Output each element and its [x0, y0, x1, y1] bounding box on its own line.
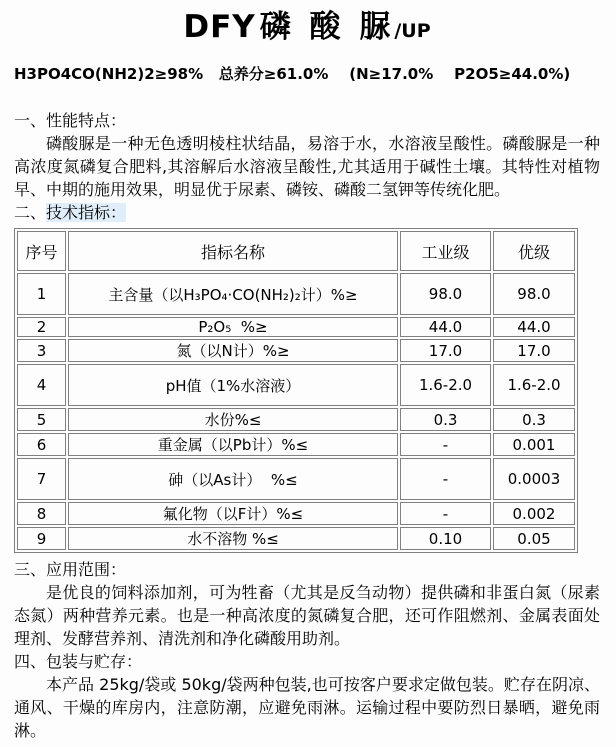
col-header-name: 指标名称 [68, 231, 398, 271]
title-latin: DFY [183, 9, 256, 45]
section3-body: 是优良的饲料添加剂，可为牲畜（尤其是反刍动物）提供磷和非蛋白氮（尿素态氮）两种营养元素。也是一种高浓度的氮磷复合肥，还可作阻燃剂、金属表面处理剂、发酵营养剂、清洗剂和净化磷酸用助剂。 [14, 583, 600, 648]
cell-no: 7 [17, 458, 66, 500]
section4-body: 本产品 25kg/袋或 50kg/袋两种包装,也可按客户要求定做包装。贮存在阴凉、通风、干燥的库房内，注意防潮，应避免雨淋。运输过程中要防烈日暴晒，避免雨淋。 [14, 675, 600, 740]
cell-name: 氟化物（以F计）%≤ [68, 502, 398, 525]
cell-industrial: 17.0 [400, 339, 491, 362]
cell-no: 8 [17, 502, 66, 525]
cell-premium: 0.002 [493, 502, 575, 525]
cell-name: 重金属（以Pb计）%≤ [68, 433, 398, 456]
cell-industrial: - [400, 433, 491, 456]
cell-industrial: 98.0 [400, 273, 491, 315]
table-row [17, 364, 575, 406]
table-row [17, 317, 575, 337]
cell-industrial: 0.3 [400, 408, 491, 431]
table-row [17, 408, 575, 431]
table-row [17, 527, 575, 550]
spec-table [14, 228, 578, 553]
cell-name: pH值（1%水溶液） [68, 364, 398, 406]
cell-no: 5 [17, 408, 66, 431]
title-suffix: /UP [394, 20, 431, 42]
section2-heading-highlight: 技术指标： [46, 203, 127, 222]
section1-heading: 一、性能特点： [14, 111, 127, 130]
cell-industrial: - [400, 502, 491, 525]
col-header-industrial: 工业级 [400, 231, 491, 271]
page-title [14, 6, 600, 52]
title-chinese: 磷 酸 脲 [259, 9, 395, 45]
cell-premium: 0.001 [493, 433, 575, 456]
cell-name: 主含量（以H₃PO₄·CO(NH₂)₂计）%≥ [68, 273, 398, 315]
cell-no: 3 [17, 339, 66, 362]
table-row [17, 458, 575, 500]
section2-heading [14, 201, 600, 224]
cell-premium: 17.0 [493, 339, 575, 362]
cell-premium: 0.3 [493, 408, 575, 431]
table-header-row [17, 231, 575, 271]
table-row [17, 433, 575, 456]
cell-name: 氮（以N计）%≥ [68, 339, 398, 362]
table-row [17, 502, 575, 525]
section4-heading: 四、包装与贮存： [14, 652, 143, 671]
cell-industrial: 44.0 [400, 317, 491, 337]
cell-name: 砷（以As计） %≤ [68, 458, 398, 500]
cell-name: 水份%≤ [68, 408, 398, 431]
cell-premium: 0.05 [493, 527, 575, 550]
formula-line: H3PO4CO(NH2)2≥98% 总养分≥61.0% (N≥17.0% P2O5≥44.0%) [14, 65, 571, 83]
cell-industrial: 1.6-2.0 [400, 364, 491, 406]
section2-heading-prefix: 二、 [14, 203, 47, 222]
cell-name: 水不溶物 %≤ [68, 527, 398, 550]
cell-no: 2 [17, 317, 66, 337]
col-header-premium: 优级 [493, 231, 575, 271]
cell-no: 4 [17, 364, 66, 406]
cell-premium: 1.6-2.0 [493, 364, 575, 406]
cell-name: P₂O₅ %≥ [68, 317, 398, 337]
table-row [17, 273, 575, 315]
cell-no: 9 [17, 527, 66, 550]
section3-heading: 三、应用范围： [14, 560, 127, 579]
table-row [17, 339, 575, 362]
cell-premium: 0.0003 [493, 458, 575, 500]
cell-premium: 98.0 [493, 273, 575, 315]
cell-industrial: 0.10 [400, 527, 491, 550]
col-header-no: 序号 [17, 231, 66, 271]
cell-no: 1 [17, 273, 66, 315]
cell-industrial: - [400, 458, 491, 500]
cell-no: 6 [17, 433, 66, 456]
cell-premium: 44.0 [493, 317, 575, 337]
section1-body: 磷酸脲是一种无色透明棱柱状结晶，易溶于水，水溶液呈酸性。磷酸脲是一种高浓度氮磷复合肥料,其溶解后水溶液呈酸性,尤其适用于碱性土壤。其特性对植物早、中期的施用效果，明显优于尿素、磷铵、磷酸二氢钾等传统化肥。 [14, 134, 600, 199]
